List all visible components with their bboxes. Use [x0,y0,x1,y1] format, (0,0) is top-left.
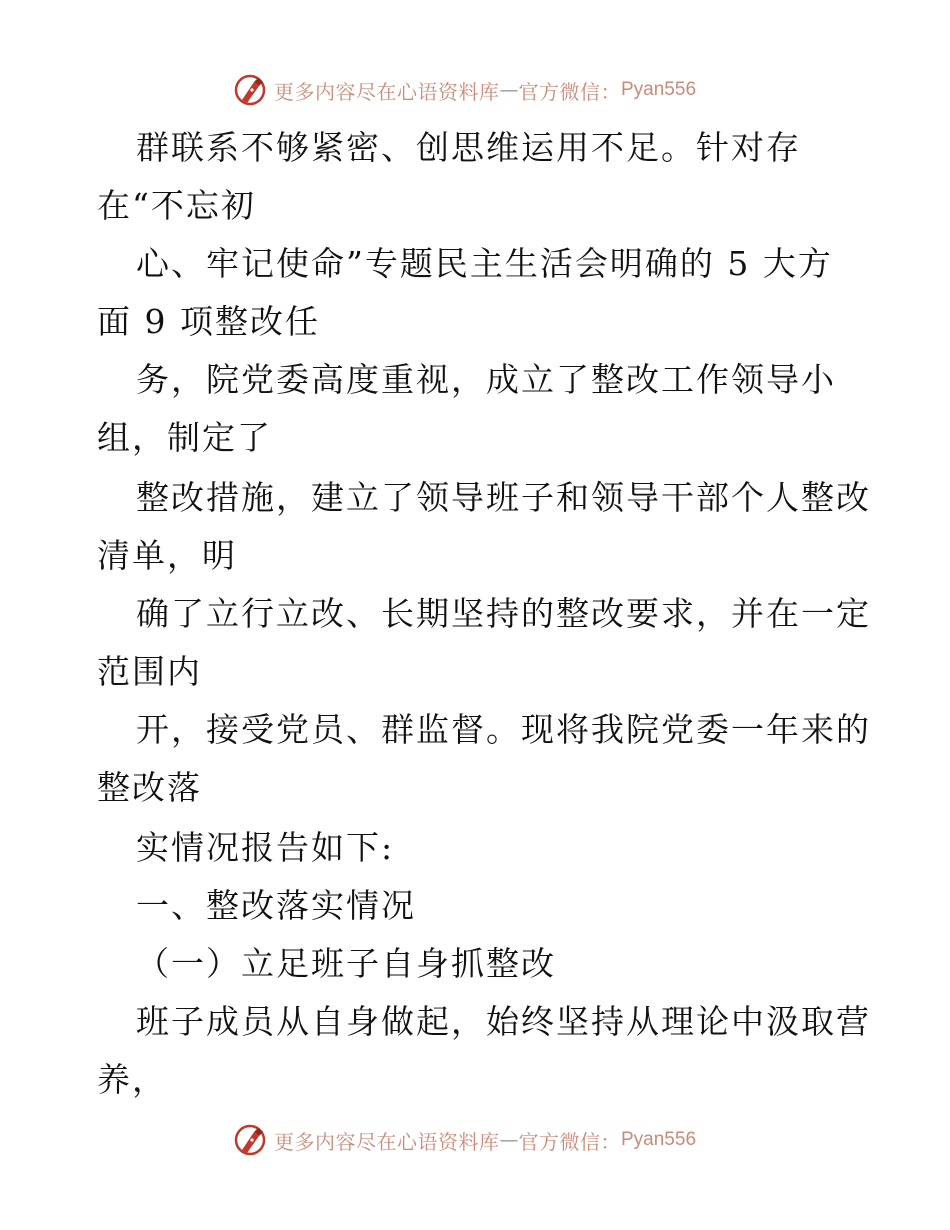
text-line: 实情况报告如下: [136,828,395,867]
watermark-dash: — [499,79,519,101]
pen-nib-logo-icon [232,72,268,108]
text-line: 确了立行立改、长期坚持的整改要求，并在一定 [136,594,871,633]
text-line: 务，院党委高度重视，成立了整改工作领导小 [136,360,836,399]
text-line: 开，接受党员、群监督。现将我院党委一年来的 [136,710,871,749]
pen-nib-logo-icon [232,1122,268,1158]
watermark-dash: — [499,1129,519,1151]
watermark-footer [232,1122,696,1158]
text-line: 养， [97,1060,167,1099]
text-line: 面 9 项整改任 [97,302,320,341]
subsection-heading: （一）立足班子自身抓整改 [136,944,556,983]
watermark-text: 更多内容尽在心语资料库 [274,79,500,104]
text-line: 清单，明 [97,536,237,575]
text-line: 在“不忘初 [97,186,256,225]
watermark-label: 官方微信： [518,1129,621,1154]
text-line: 范围内 [97,652,202,691]
watermark-handle: Pyan556 [621,1129,697,1150]
section-heading: 一、整改落实情况 [136,886,416,925]
watermark-header [232,72,696,108]
text-line: 心、牢记使命”专题民主生活会明确的 5 大方 [136,244,833,283]
watermark-text: 更多内容尽在心语资料库 [274,1129,500,1154]
watermark-handle: Pyan556 [621,79,697,100]
watermark-label: 官方微信： [518,79,621,104]
text-line: 整改措施，建立了领导班子和领导干部个人整改 [136,478,871,517]
text-line: 整改落 [97,768,202,807]
text-line: 班子成员从自身做起，始终坚持从理论中汲取营 [136,1002,871,1041]
text-line: 组，制定了 [97,418,272,457]
text-line: 群联系不够紧密、创思维运用不足。针对存 [136,128,801,167]
